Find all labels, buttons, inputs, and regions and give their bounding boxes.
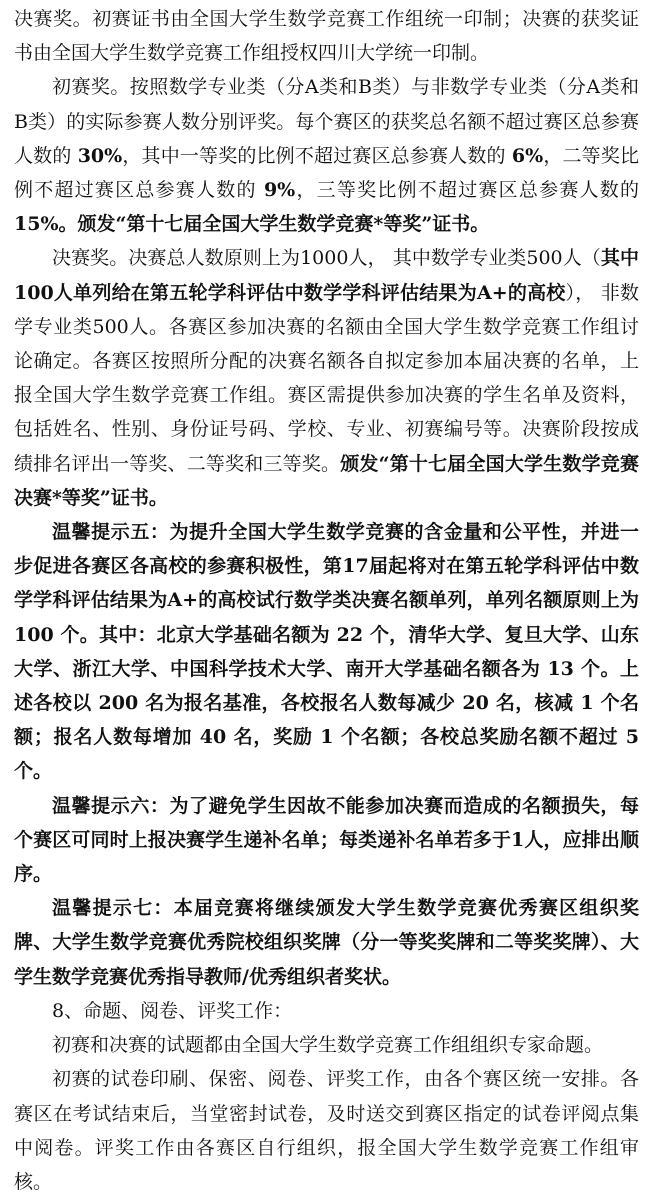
text-run: ，其中一等奖的比例不超过赛区总参赛人数的 — [122, 144, 512, 167]
paragraph-tip-seven — [14, 891, 639, 994]
text-run: ，二等奖比例不超过赛区总参赛人数的 — [14, 144, 639, 202]
paragraph-text: 温馨提示七：本届竞赛将继续颁发大学生数学竞赛优秀赛区组织奖牌、大学生数学竞赛优秀院校组织奖牌（分一等奖奖牌和二等奖奖牌）、大学生数学竞赛优秀指导教师/优秀组织者奖状。 — [14, 897, 639, 988]
text-run: 初赛奖。按照数学专业类（分A类和B类）与非数学专业类（分A类和B类）的实际参赛人数分别评奖。每个赛区的获奖总名额不超过赛区总参赛人数的 — [14, 76, 639, 167]
text-run: ，三等奖比例不超过赛区总参赛人数的 — [295, 179, 639, 202]
paragraph-final-award — [14, 241, 639, 515]
paragraph-text: 初赛和决赛的试题都由全国大学生数学竞赛工作组组织专家命题。 — [52, 1034, 604, 1057]
paragraph-text: 决赛奖。初赛证书由全国大学生数学竞赛工作组统一印制；决赛的获奖证书由全国大学生数学竞赛工作组授权四川大学统一印制。 — [14, 8, 639, 65]
bold-run: 6% — [511, 144, 544, 167]
section-heading-8 — [14, 994, 639, 1028]
bold-run: 其中100人单列给在第五轮学科评估中数学学科评估结果为A+的高校 — [14, 247, 639, 304]
paragraph-final-award-continued — [14, 2, 639, 70]
paragraph-text: 温馨提示五：为提升全国大学生数学竞赛的含金量和公平性，并进一步促进各赛区各高校的参赛积极性，第17届起将对在第五轮学科评估中数学学科评估结果为A+的高校试行数学类决赛名额单列，单列名额原则上为 100 个。其中：北京大学基础名额为 22 个，清华大学、复旦大学、山东大学、浙江大学、中国科学技术大学、南开大学基础名额各为 13 个。上述各校以 200 名为报名基准，各校报名人数每减少 20 名，核减 1 个名额；报名人数每增加 40 名，奖励 1 个名额；各校总奖励名额不超过 5 个。 — [14, 521, 639, 783]
bold-run: 9% — [263, 179, 296, 202]
bold-run: 15%。颁发“第十七届全国大学生数学竞赛*等奖”证书。 — [14, 213, 490, 236]
paragraph-grading — [14, 1062, 639, 1199]
paragraph-text: 8、命题、阅卷、评奖工作： — [52, 999, 293, 1022]
paragraph-preliminary-award — [14, 70, 639, 241]
bold-run: 30% — [77, 144, 123, 167]
paragraph-tip-five — [14, 515, 639, 789]
text-run: 决赛奖。决赛总人数原则上为1000人， 其中数学专业类500人（ — [52, 247, 601, 270]
paragraph-text: 初赛的试卷印刷、保密、阅卷、评奖工作，由各个赛区统一安排。各赛区在考试结束后，当堂密封试卷，及时送交到赛区指定的试卷评阅点集中阅卷。评奖工作由各赛区自行组织，报全国大学生数学竞赛工作组审核。 — [14, 1068, 639, 1193]
paragraph-tip-six — [14, 789, 639, 892]
paragraph-question-setting — [14, 1028, 639, 1062]
paragraph-text: 温馨提示六：为了避免学生因故不能参加决赛而造成的名额损失，每个赛区可同时上报决赛学生递补名单；每类递补名单若多于1人，应排出顺序。 — [14, 794, 639, 886]
bold-run: 颁发“第十七届全国大学生数学竞赛决赛*等奖”证书。 — [14, 452, 639, 509]
text-run: ）， 非数学专业类500人。各赛区参加决赛的名额由全国大学生数学竞赛工作组讨论确定。各赛区按照所分配的决赛名额各自拟定参加本届决赛的名单，上报全国大学生数学竞赛工作组。赛区需提供参加决赛的学生名单及资料，包括姓名、性别、身份证号码、学校、专业、初赛编号等。决赛阶段按成绩排名评出一等奖、二等奖和三等奖。 — [14, 281, 639, 475]
